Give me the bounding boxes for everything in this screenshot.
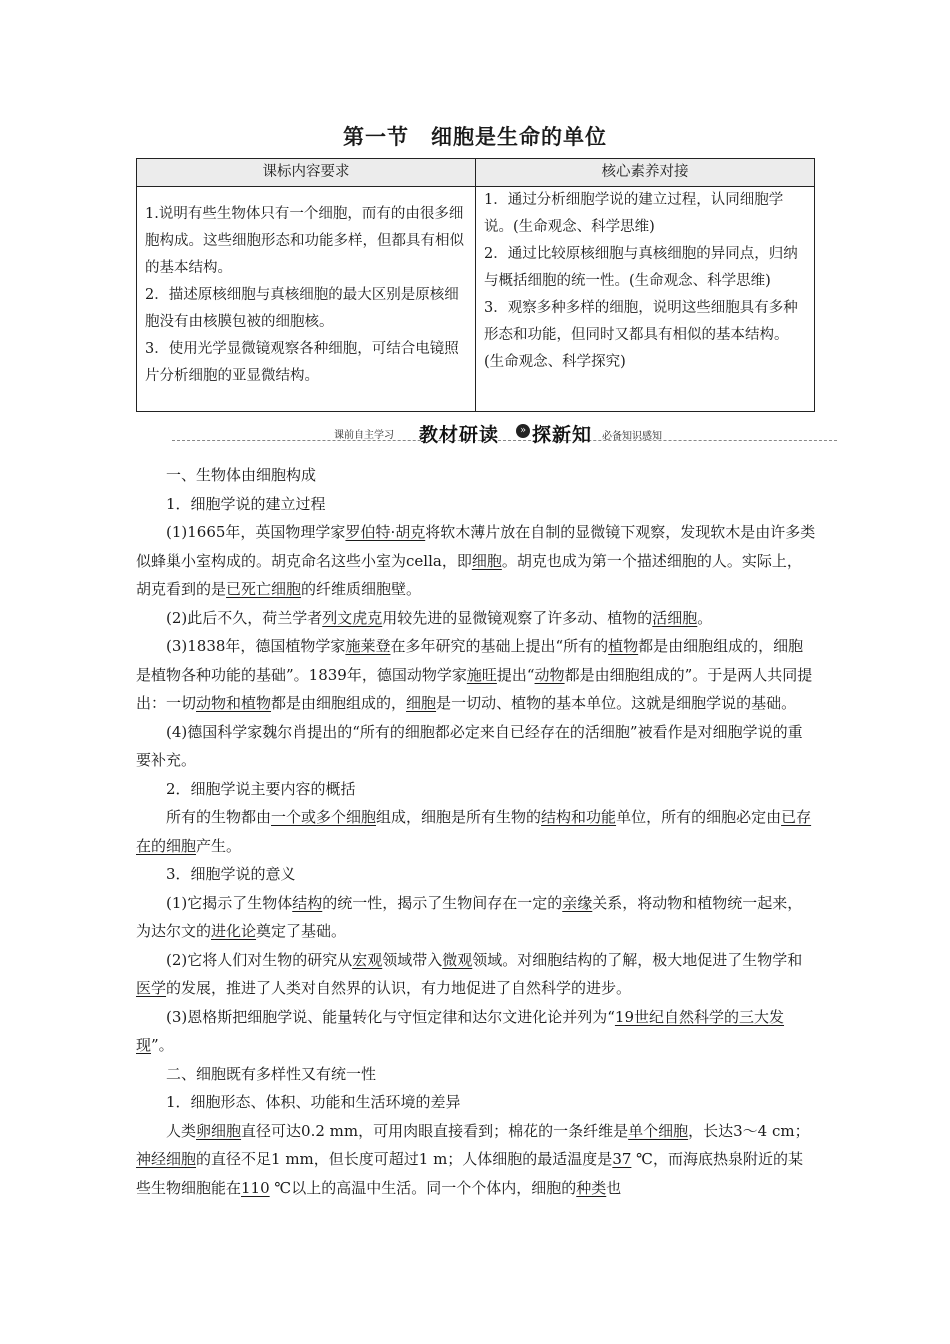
blank-answer: 已存在的细胞 (136, 808, 812, 855)
blank-answer: 一个或多个细胞 (271, 808, 377, 826)
paragraph: (4)德国科学家魏尔肖提出的“所有的细胞都必定来自已经存在的活细胞”被看作是对细胞学说的重要补充。 (136, 722, 803, 769)
blank-answer: 列文虎克 (322, 608, 383, 627)
blank-answer: 单个细胞 (628, 1121, 689, 1140)
heading-level1: 一、生物体由细胞构成 (166, 466, 317, 484)
heading-level2: 1．细胞学说的建立过程 (166, 494, 326, 513)
blank-answer: 动物和植物 (196, 694, 272, 712)
paragraph: 所有的生物都由一个或多个细胞组成，细胞是所有生物的结构和功能单位，所有的细胞必定由已存在的细胞产生。 (136, 808, 812, 855)
section-banner (172, 420, 837, 446)
banner-main-title: 教材研读 (419, 424, 500, 446)
blank-answer: 结构 (292, 893, 323, 912)
table-header-curriculum: 课标内容要求 (137, 159, 476, 187)
banner-post-label: 必备知识感知 (602, 431, 662, 442)
banner-divider (172, 440, 837, 441)
curriculum-requirements-cell (137, 187, 476, 412)
double-chevron-icon: » (516, 424, 530, 438)
requirement-item: 3．使用光学显微镜观察各种细胞，可结合电镜照片分析细胞的亚显微结构。 (145, 341, 459, 384)
blank-answer: 宏观 (352, 950, 383, 969)
heading-level2: 3．细胞学说的意义 (166, 865, 296, 883)
blank-answer: 活细胞 (652, 608, 698, 627)
body-text (136, 461, 816, 1202)
requirements-table (136, 158, 815, 412)
heading-level2: 1．细胞形态、体积、功能和生活环境的差异 (166, 1093, 461, 1111)
paragraph: (1)1665年，英国物理学家罗伯特·胡克将软木薄片放在自制的显微镜下观察，发现软木是由许多类似蜂巢小室构成的。胡克命名这些小室为cella，即细胞。胡克也成为第一个描述细胞的人。实际上，胡克看到的是已死亡细胞的纤维质细胞壁。 (136, 523, 816, 598)
paragraph: (2)此后不久，荷兰学者列文虎克用较先进的显微镜观察了许多动、植物的活细胞。 (166, 608, 713, 627)
literacy-item: 3．观察多种多样的细胞，说明这些细胞具有多种形态和功能，但同时又都具有相似的基本结构。(生命观念、科学探究) (484, 300, 798, 370)
table-row (137, 187, 815, 412)
heading-level2: 2．细胞学说主要内容的概括 (166, 779, 356, 798)
blank-answer: 细胞 (471, 551, 502, 570)
blank-answer: 微观 (442, 950, 473, 969)
blank-answer: 110 (241, 1178, 270, 1197)
blank-answer: 亲缘 (562, 893, 593, 912)
blank-answer: 植物 (608, 637, 639, 655)
requirement-item: 1.说明有些生物体只有一个细胞，而有的由很多细胞构成。这些细胞形态和功能多样，但都具有相似的基本结构。 (145, 206, 464, 276)
blank-answer: 施旺 (466, 665, 497, 684)
core-literacy-cell (476, 187, 815, 412)
section-title: 第一节 细胞是生命的单位 (343, 125, 607, 149)
blank-answer: 动物 (534, 665, 565, 684)
literacy-item: 2．通过比较原核细胞与真核细胞的异同点，归纳与概括细胞的统一性。(生命观念、科学思维) (484, 246, 798, 289)
blank-answer: 细胞 (406, 694, 437, 712)
blank-answer: 已死亡细胞 (226, 580, 302, 598)
blank-answer: 罗伯特·胡克 (345, 523, 426, 541)
blank-answer: 卵细胞 (196, 1121, 242, 1140)
blank-answer: 19世纪自然科学的三大发现 (136, 1007, 785, 1054)
paragraph: (3)1838年，德国植物学家施莱登在多年研究的基础上提出“所有的植物都是由细胞组成的，细胞是植物各种功能的基础”。1839年，德国动物学家施旺提出“动物都是由细胞组成的”。于是两人共同提出：一切动物和植物都是由细胞组成的，细胞是一切动、植物的基本单位。这就是细胞学说的基础。 (136, 637, 813, 712)
blank-answer: 神经细胞 (136, 1150, 197, 1168)
banner-main-subtitle: 探新知 (532, 424, 593, 446)
paragraph: (3)恩格斯把细胞学说、能量转化与守恒定律和达尔文进化论并列为“19世纪自然科学的三大发现”。 (136, 1007, 785, 1054)
literacy-item: 1．通过分析细胞学说的建立过程，认同细胞学说。(生命观念、科学思维) (484, 192, 784, 235)
blank-answer: 施莱登 (345, 637, 391, 655)
table-header-literacy: 核心素养对接 (476, 159, 815, 187)
banner-pre-label: 课前自主学习 (334, 430, 394, 441)
heading-level1: 二、细胞既有多样性又有统一性 (166, 1064, 377, 1083)
requirement-item: 2．描述原核细胞与真核细胞的最大区别是原核细胞没有由核膜包被的细胞核。 (145, 287, 459, 330)
blank-answer: 种类 (576, 1178, 607, 1197)
blank-answer: 进化论 (211, 922, 257, 940)
blank-answer: 医学 (136, 979, 167, 997)
paragraph: (2)它将人们对生物的研究从宏观领域带入微观领域。对细胞结构的了解，极大地促进了生物学和医学的发展，推进了人类对自然界的认识，有力地促进了自然科学的进步。 (136, 950, 803, 997)
paragraph: (1)它揭示了生物体结构的统一性，揭示了生物间存在一定的亲缘关系，将动物和植物统一起来，为达尔文的进化论奠定了基础。 (136, 893, 803, 940)
blank-answer: 37 (612, 1150, 632, 1168)
blank-answer: 结构和功能 (541, 808, 617, 826)
table-header-row (137, 159, 815, 187)
paragraph: 人类卵细胞直径可达0.2 mm，可用肉眼直接看到；棉花的一条纤维是单个细胞，长达3～4 cm；神经细胞的直径不足1 mm，但长度可超过1 m；人体细胞的最适温度是37 ℃，而海底热泉附近的某些生物细胞能在110 ℃以上的高温中生活。同一个个体内，细胞的种类也 (136, 1121, 810, 1197)
